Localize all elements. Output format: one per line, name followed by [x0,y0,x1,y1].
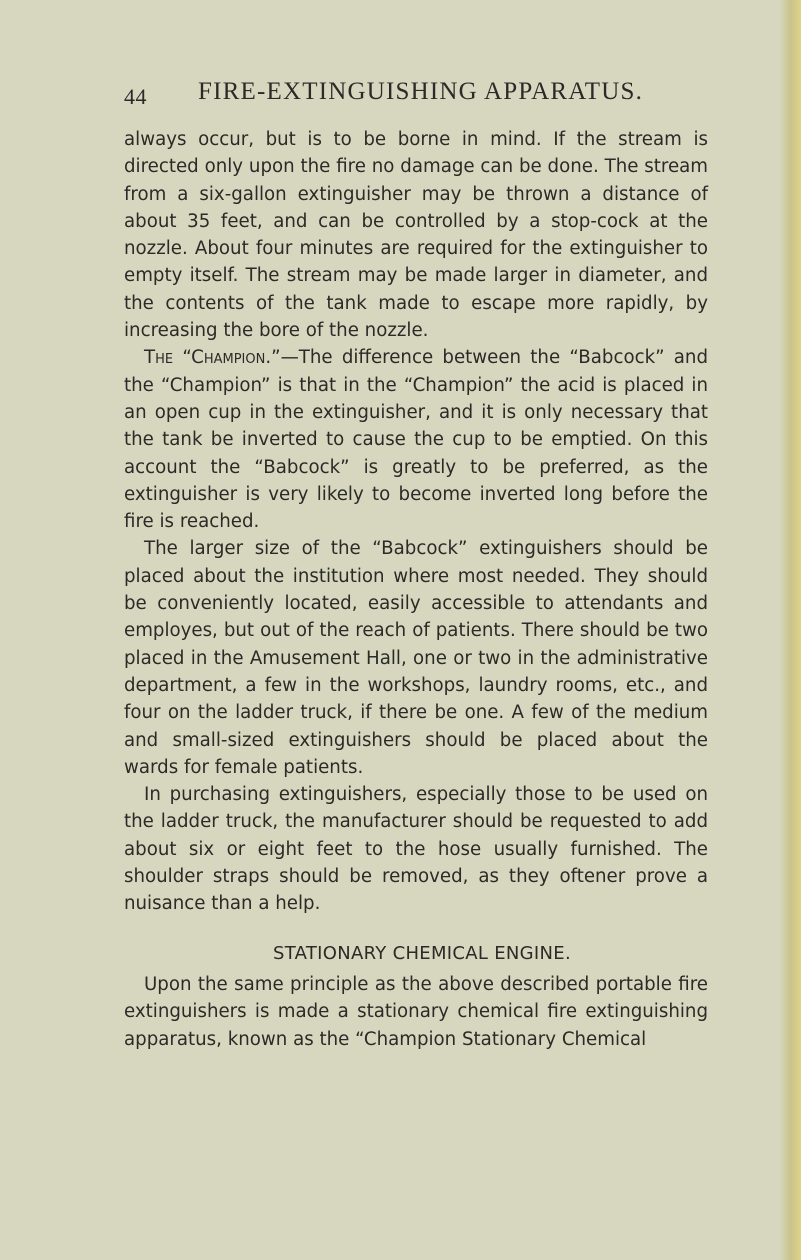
page-header [124,78,684,118]
section-heading: STATIONARY CHEMICAL ENGINE. [273,942,571,964]
paragraph-2-text: —The difference between the “Babcock” and the “Champion” is that in the “Champion” the acid is placed in an open cup in the extinguisher, and it is only necessary that the tank be inverted to cause the cup to be emptied. On this account the “Babcock” is greatly to be preferred, as the extinguisher is very likely to become inverted long before the fire is reached. [124,347,709,533]
page-number: 44 [124,84,147,109]
paragraph-4: In purchasing extinguishers, especially those to be used on the ladder truck, the manufacturer should be requested to add about six or eight feet to the hose usually furnished. The shoulder straps should be removed, as they oftener prove a nuisance than a help. [124,784,708,915]
page-edge [779,0,801,1260]
paragraph-3: The larger size of the “Babcock” extinguishers should be placed about the institution where most needed. They should be conveniently located, easily accessible to attendants and employes, but out of the reach of patients. There should be two placed in the Amusement Hall, one or two in the administrative department, a few in the workshops, laundry rooms, etc., and four on the ladder truck, if there be one. A few of the medium and small-sized extinguishers should be placed about the wards for female patients. [124,538,708,778]
paragraph-5: Upon the same principle as the above described portable fire extinguishers is made a stationary chemical fire extinguishing apparatus, known as the “Champion Stationary Chemical [124,973,708,1050]
body-text [124,126,708,1053]
paragraph-1: always occur, but is to be borne in mind. If the stream is directed only upon the fire no damage can be done. The stream from a six-gallon extinguisher may be thrown a distance of about 35 feet, and can be controlled by a stop-cock at the nozzle. About four minutes are required for the extinguisher to empty itself. The stream may be made larger in diameter, and the contents of the tank made to escape more rapidly, by increasing the bore of the nozzle. [124,129,708,342]
paragraph-2 [124,344,708,535]
champion-lead: The “Champion.” [144,347,281,369]
running-head: FIRE-EXTINGUISHING APPARATUS. [198,78,644,105]
